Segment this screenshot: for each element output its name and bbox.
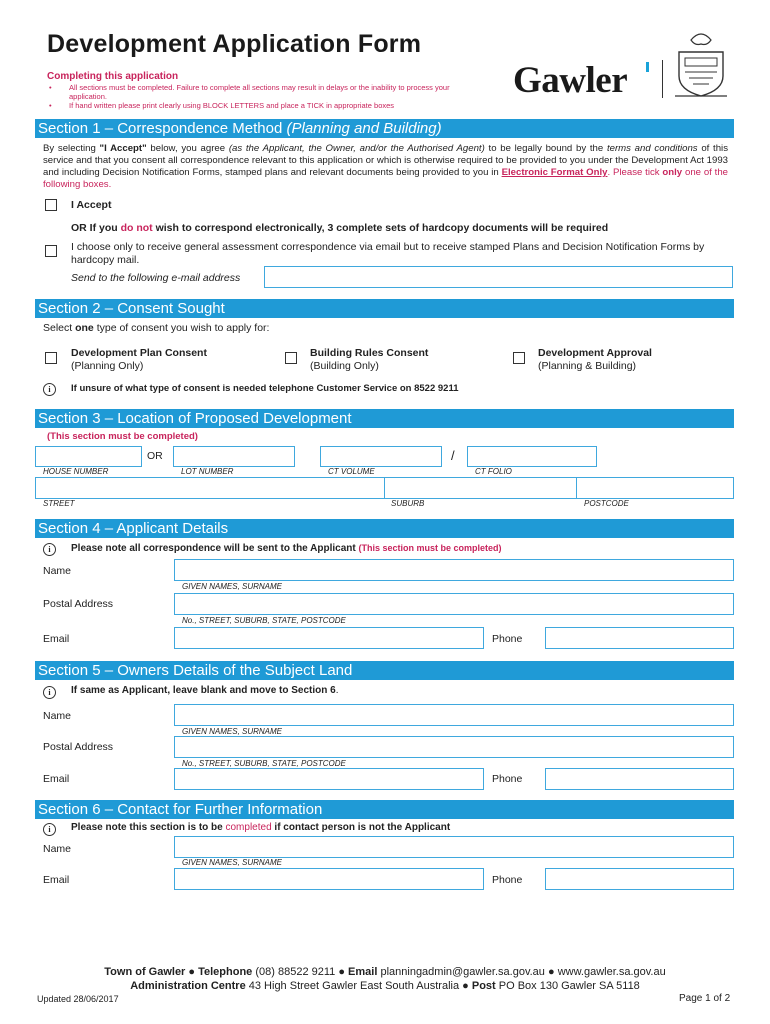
contact-phone-label: Phone (492, 874, 523, 886)
owner-name-label: Name (43, 710, 72, 722)
logo-divider (662, 60, 663, 98)
owner-postal-label: Postal Address (43, 741, 114, 753)
dev-plan-consent-label: Development Plan Consent (Planning Only) (71, 347, 207, 372)
building-rules-consent-checkbox[interactable] (285, 352, 297, 364)
owner-email-label: Email (43, 773, 70, 785)
hardcopy-note: OR If you do not wish to correspond electronically, 3 complete sets of hardcopy documents will be required (71, 222, 609, 234)
applicant-postal-input[interactable] (174, 593, 734, 615)
postcode-caption: POSTCODE (584, 499, 629, 508)
info-icon: i (43, 823, 56, 836)
section-1-heading (35, 119, 734, 138)
info-icon: i (43, 543, 56, 556)
owner-note: If same as Applicant, leave blank and move to Section 6. (71, 685, 339, 696)
instruction-item: • All sections must be completed. Failure to complete all sections may result in delays or the inability to process your application. (47, 83, 487, 101)
given-names-caption: GIVEN NAMES, SURNAME (182, 582, 283, 591)
correspondence-email-input[interactable] (264, 266, 733, 288)
development-approval-label: Development Approval (Planning & Building) (538, 347, 652, 372)
applicant-phone-label: Phone (492, 633, 523, 645)
slash-separator: / (451, 448, 455, 463)
form-title: Development Application Form (47, 30, 422, 58)
section-title: Section 6 – Contact for Further Information (38, 801, 323, 818)
street-caption: STREET (43, 499, 75, 508)
owner-email-input[interactable] (174, 768, 484, 790)
logo-accent (646, 62, 649, 72)
owner-name-input[interactable] (174, 704, 734, 726)
lot-number-input[interactable] (173, 446, 295, 467)
section-title: Section 5 – Owners Details of the Subject Land (38, 662, 353, 679)
section-5-heading (35, 661, 734, 680)
footer-address-line: Administration Centre 43 High Street Gawler East South Australia ● Post PO Box 130 Gawler SA 5118 (130, 980, 640, 992)
section-3-heading (35, 409, 734, 428)
consent-help-note: If unsure of what type of consent is needed telephone Customer Service on 8522 9211 (71, 383, 459, 394)
suburb-input[interactable] (384, 477, 577, 499)
email-only-checkbox[interactable] (45, 245, 57, 257)
lot-number-caption: LOT NUMBER (181, 467, 234, 476)
send-to-label: Send to the following e-mail address (71, 272, 241, 284)
instructions-list (47, 83, 487, 110)
contact-email-input[interactable] (174, 868, 484, 890)
development-approval-checkbox[interactable] (513, 352, 525, 364)
ct-folio-input[interactable] (467, 446, 597, 467)
section-subtitle: (Planning and Building) (286, 120, 442, 137)
section-title: Section 2 – Consent Sought (38, 300, 225, 317)
applicant-name-label: Name (43, 565, 72, 577)
gawler-logo: Gawler (513, 60, 628, 101)
building-rules-consent-label: Building Rules Consent (Building Only) (310, 347, 429, 372)
electronic-format-link[interactable]: Electronic Format Only (501, 167, 608, 178)
applicant-email-label: Email (43, 633, 70, 645)
house-number-input[interactable] (35, 446, 142, 467)
or-label: OR (147, 450, 163, 462)
section-3-required-note: (This section must be completed) (47, 431, 198, 442)
street-input[interactable] (35, 477, 385, 499)
dev-plan-consent-checkbox[interactable] (45, 352, 57, 364)
applicant-note: Please note all correspondence will be sent to the Applicant (This section must be completed) (71, 543, 502, 554)
section-title: Section 4 – Applicant Details (38, 520, 229, 537)
footer-contact-line: Town of Gawler ● Telephone (08) 88522 9211 ● Email planningadmin@gawler.sa.gov.au ● www.gawler.sa.gov.au (104, 966, 666, 978)
address-caption: No., STREET, SUBURB, STATE, POSTCODE (182, 759, 346, 768)
info-icon: i (43, 383, 56, 396)
contact-name-label: Name (43, 843, 72, 855)
consent-instruction: Select one type of consent you wish to apply for: (43, 322, 270, 334)
suburb-caption: SUBURB (391, 499, 425, 508)
postcode-input[interactable] (576, 477, 734, 499)
section-6-heading (35, 800, 734, 819)
owner-phone-label: Phone (492, 773, 523, 785)
section-title: Section 1 – Correspondence Method (38, 120, 283, 137)
house-number-caption: HOUSE NUMBER (43, 467, 109, 476)
contact-name-input[interactable] (174, 836, 734, 858)
applicant-email-input[interactable] (174, 627, 484, 649)
ct-volume-input[interactable] (320, 446, 442, 467)
owner-phone-input[interactable] (545, 768, 734, 790)
section-2-heading (35, 299, 734, 318)
address-caption: No., STREET, SUBURB, STATE, POSTCODE (182, 616, 346, 625)
completing-heading: Completing this application (47, 71, 179, 82)
section-1-terms: By selecting "I Accept" below, you agree (as the Applicant, the Owner, and/or the Authorised Agent) to be legally bound by the terms and conditions of this service and that you consent all correspondence relevant to this application or which is otherwise required to be provided to you under the Development Act 1993 and including Decision Notification Forms, stamped plans and relevant documents being provided to you in Electronic Format Only. Please tick only one of the following boxes. (43, 143, 729, 190)
instruction-item: • If hand written please print clearly using BLOCK LETTERS and place a TICK in appropriate boxes (47, 101, 487, 110)
section-title: Section 3 – Location of Proposed Development (38, 410, 352, 427)
info-icon: i (43, 686, 56, 699)
given-names-caption: GIVEN NAMES, SURNAME (182, 727, 283, 736)
accept-label: I Accept (71, 199, 112, 211)
applicant-postal-label: Postal Address (43, 598, 114, 610)
section-4-heading (35, 519, 734, 538)
ct-volume-caption: CT VOLUME (328, 467, 375, 476)
page-number: Page 1 of 2 (679, 993, 731, 1004)
contact-note: Please note this section is to be completed if contact person is not the Applicant (71, 822, 451, 833)
ct-folio-caption: CT FOLIO (475, 467, 512, 476)
contact-phone-input[interactable] (545, 868, 734, 890)
given-names-caption: GIVEN NAMES, SURNAME (182, 858, 283, 867)
accept-checkbox[interactable] (45, 199, 57, 211)
contact-email-label: Email (43, 874, 70, 886)
updated-date: Updated 28/06/2017 (37, 994, 119, 1004)
council-crest-icon (671, 30, 731, 100)
applicant-phone-input[interactable] (545, 627, 734, 649)
owner-postal-input[interactable] (174, 736, 734, 758)
applicant-name-input[interactable] (174, 559, 734, 581)
email-only-label: I choose only to receive general assessment correspondence via email but to receive stamped Plans and Decision Notification Forms by hardcopy mail. (71, 241, 705, 266)
